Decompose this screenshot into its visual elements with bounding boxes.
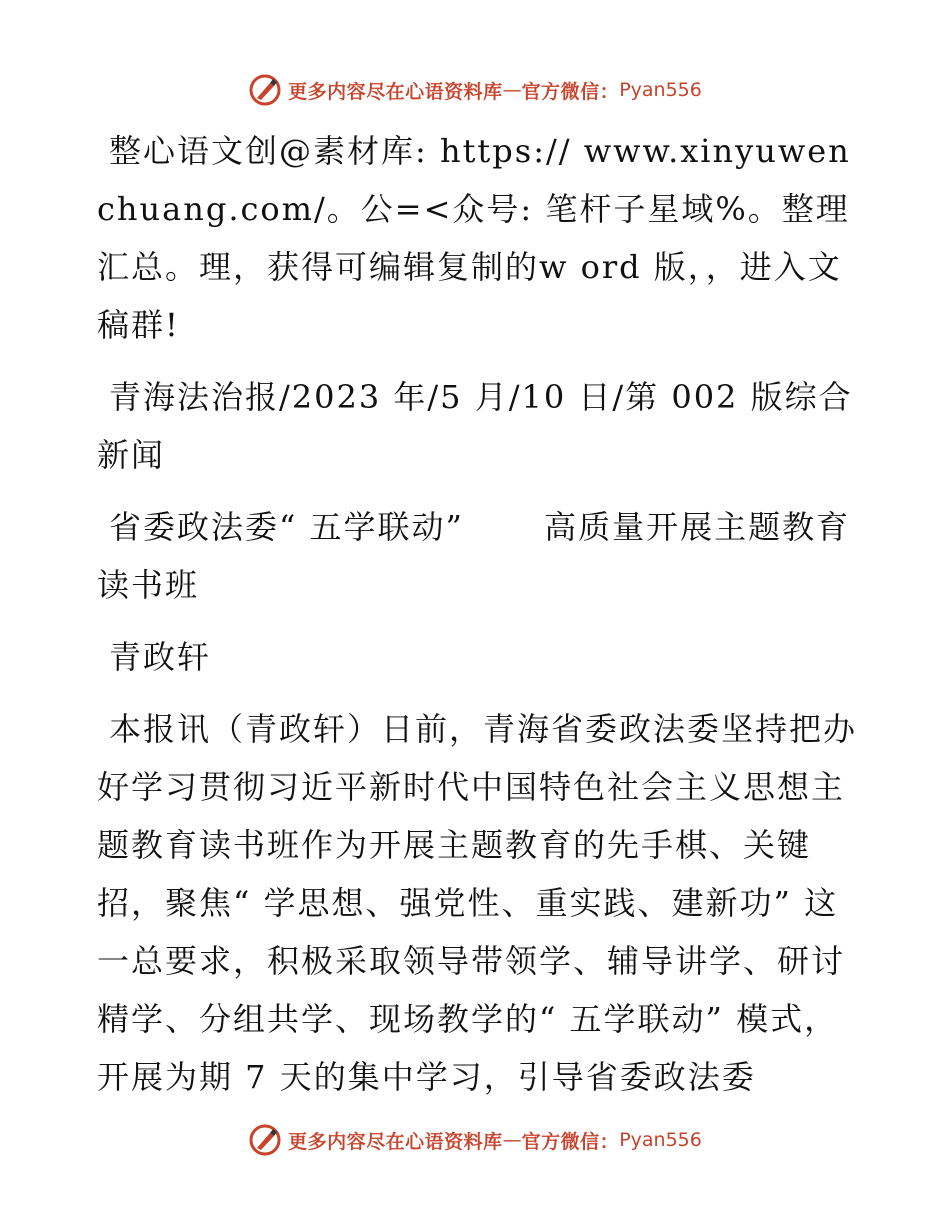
banner-wechat-id: Pyan556 <box>619 79 702 101</box>
pen-logo-icon <box>248 73 282 107</box>
document-body <box>97 122 857 1120</box>
banner-wechat-id: Pyan556 <box>619 1129 702 1151</box>
banner-title: 更多内容尽在心语资料库 <box>288 1130 503 1153</box>
article-title: 省委政法委“ 五学联动” 高质量开展主题教育读书班 <box>97 508 851 604</box>
banner-separator: — <box>502 1129 522 1151</box>
banner-title: 更多内容尽在心语资料库 <box>288 80 503 103</box>
banner-wechat-label: 官方微信： <box>521 80 620 103</box>
publication-line: 青海法治报/2023 年/5 月/10 日/第 002 版综合新闻 <box>97 378 853 474</box>
footer-banner <box>0 1120 950 1160</box>
article-author: 青政轩 <box>109 638 212 676</box>
article-body: 本报讯（青政轩）日前，青海省委政法委坚持把办好学习贯彻习近平新时代中国特色社会主义思想主题教育读书班作为开展主题教育的先手棋、关键招，聚焦“ 学思想、强党性、重实践、建新功” 这一总要求，积极采取领导带领学、辅导讲学、研讨精学、分组共学、现场教学的“ 五学联动” 模式，开展为期 7 天的集中学习，引导省委政法委 <box>97 710 858 1096</box>
banner-separator: — <box>502 79 522 101</box>
pen-logo-icon <box>248 1123 282 1157</box>
banner-wechat-label: 官方微信： <box>521 1130 620 1153</box>
header-banner <box>0 70 950 110</box>
source-note: 整心语文创@素材库: https:// www.xinyuwenchuang.com/。公=<众号: 笔杆子星域%。整理汇总。理，获得可编辑复制的w ord 版，，进入文稿群! <box>97 132 851 344</box>
